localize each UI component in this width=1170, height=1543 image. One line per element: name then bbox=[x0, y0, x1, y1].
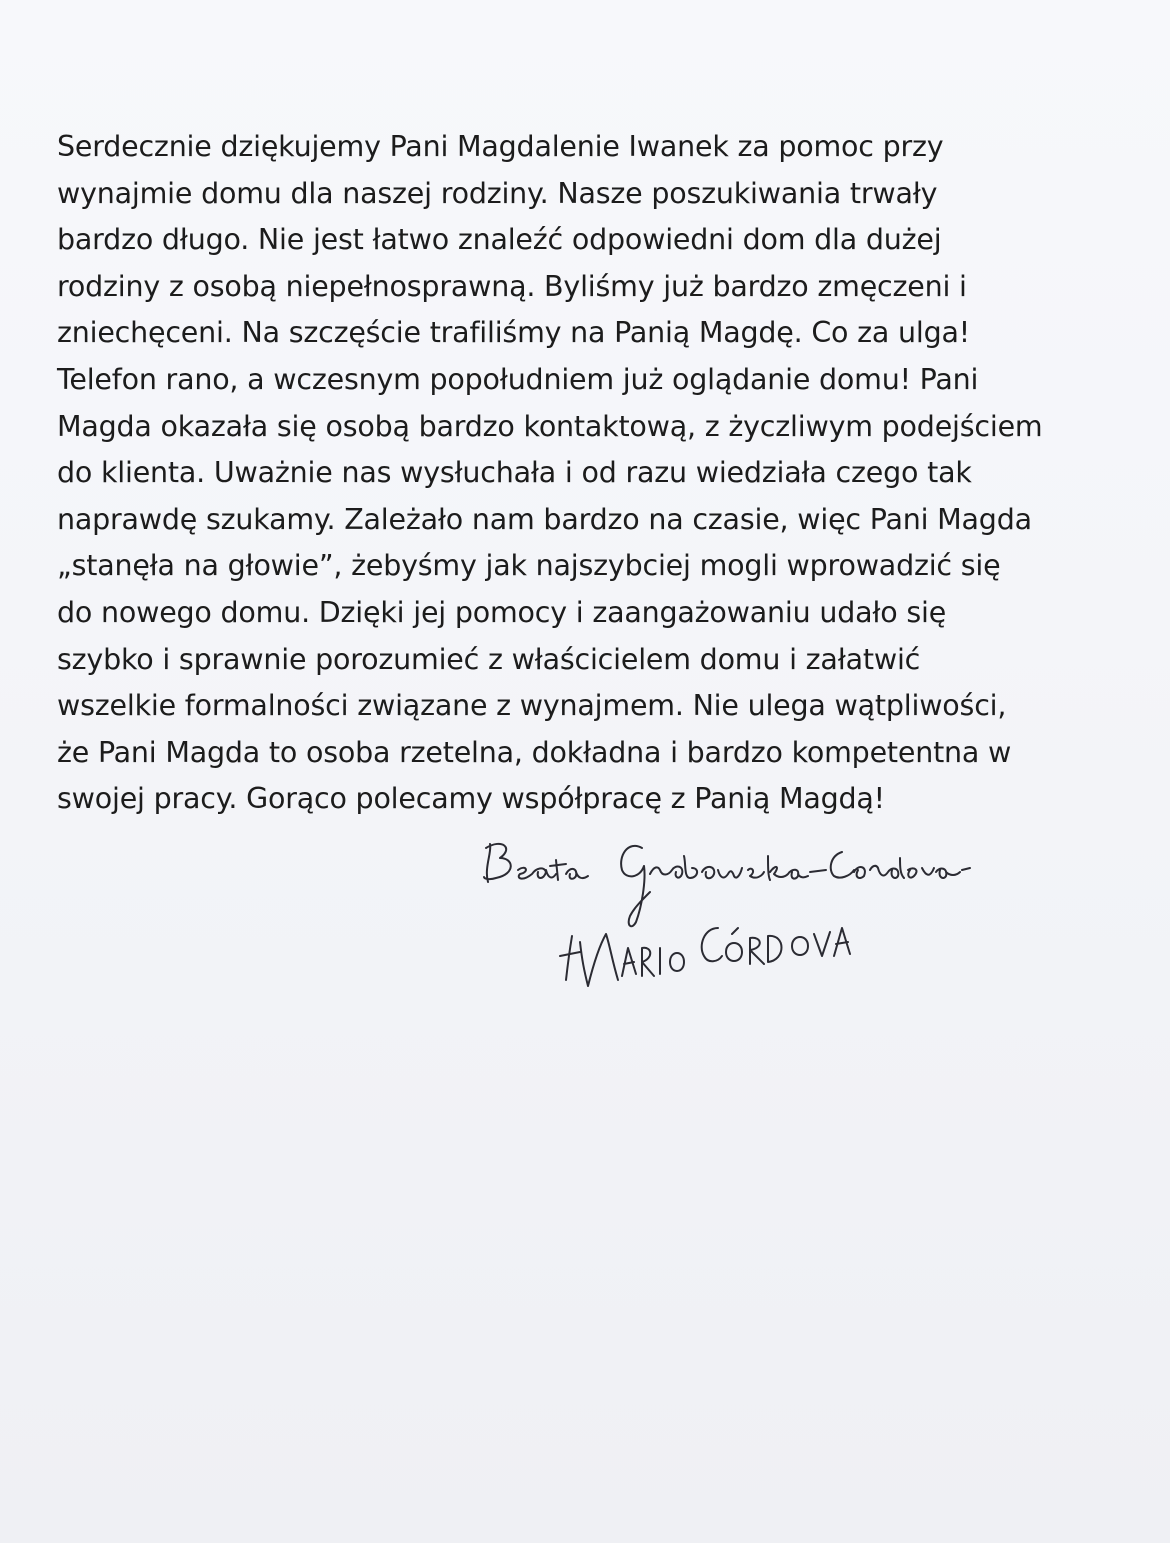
letter-line: swojej pracy. Gorąco polecamy współpracę z Panią Magdą! bbox=[57, 782, 885, 816]
letter-line: wszelkie formalności związane z wynajmem. Nie ulega wątpliwości, bbox=[57, 689, 1007, 723]
letter-line: wynajmie domu dla naszej rodziny. Nasze poszukiwania trwały bbox=[57, 176, 938, 210]
handwritten-signatures bbox=[470, 830, 1070, 1010]
letter-line: naprawdę szukamy. Zależało nam bardzo na czasie, więc Pani Magda bbox=[57, 502, 1032, 536]
letter-line: Magda okazała się osobą bardzo kontaktową, z życzliwym podejściem bbox=[57, 409, 1043, 443]
letter-line: Serdecznie dziękujemy Pani Magdalenie Iwanek za pomoc przy bbox=[57, 130, 944, 163]
letter-line: do nowego domu. Dzięki jej pomocy i zaangażowaniu udało się bbox=[57, 595, 947, 629]
signature-drawing bbox=[470, 830, 1070, 1010]
letter-line: „stanęła na głowie”, żebyśmy jak najszybciej mogli wprowadzić się bbox=[57, 549, 1001, 583]
letter-line: że Pani Magda to osoba rzetelna, dokładna i bardzo kompetentna w bbox=[57, 735, 1012, 769]
letter-line: Telefon rano, a wczesnym popołudniem już oglądanie domu! Pani bbox=[57, 362, 979, 396]
letter-body bbox=[57, 124, 1147, 823]
letter-line: rodziny z osobą niepełnosprawną. Byliśmy już bardzo zmęczeni i bbox=[57, 269, 967, 303]
signature-mario bbox=[560, 928, 850, 986]
letter-line: szybko i sprawnie porozumieć z właścicielem domu i załatwić bbox=[57, 642, 921, 676]
letter-line: zniechęceni. Na szczęście trafiliśmy na Panią Magdę. Co za ulga! bbox=[57, 316, 970, 350]
signature-beata bbox=[484, 844, 970, 926]
letter-line: bardzo długo. Nie jest łatwo znaleźć odpowiedni dom dla dużej bbox=[57, 223, 942, 257]
letter-line: do klienta. Uważnie nas wysłuchała i od razu wiedziała czego tak bbox=[57, 456, 972, 490]
